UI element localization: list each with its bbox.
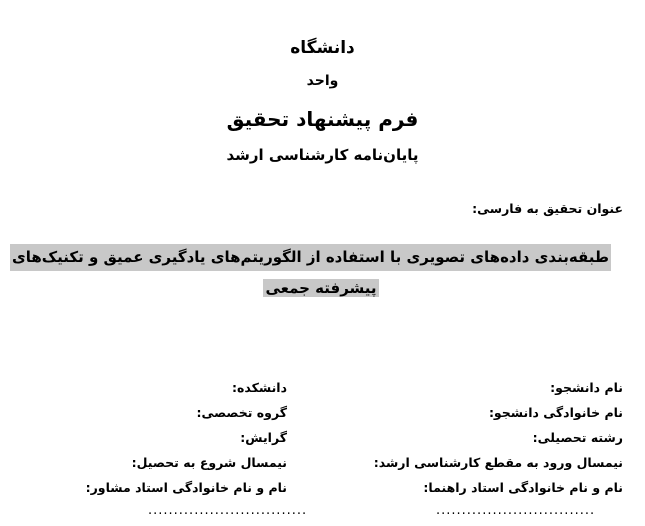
persian-title-line-1: طبقه‌بندی داده‌های تصویری با استفاده از الگوریتم‌های یادگیری عمیق و تکنیک‌های — [10, 244, 611, 271]
field-faculty: دانشکده: — [232, 380, 287, 395]
field-entry-semester: نیمسال ورود به مقطع کارشناسی ارشد: — [373, 455, 623, 470]
student-fields-column — [374, 375, 623, 500]
persian-title-line-2: پیشرفته جمعی — [265, 279, 377, 297]
field-start-semester: نیمسال شروع به تحصیل: — [131, 455, 287, 470]
university-heading: دانشگاه — [290, 38, 355, 58]
advisor-signature-line: ............................... — [148, 503, 308, 518]
field-student-family-name: نام خانوادگی دانشجو: — [488, 405, 623, 420]
persian-title-block — [11, 244, 611, 302]
unit-heading: واحد — [306, 73, 339, 89]
field-major: رشته تحصیلی: — [532, 430, 623, 445]
field-orientation: گرایش: — [240, 430, 287, 445]
field-department: گروه تخصصی: — [196, 405, 287, 420]
supervisor-signature-line: ............................... — [436, 503, 596, 518]
form-title: فرم پیشنهاد تحقیق — [226, 107, 419, 131]
faculty-fields-column — [86, 375, 287, 500]
field-supervisor-name: نام و نام خانوادگی استاد راهنما: — [423, 480, 623, 495]
persian-title-label: عنوان تحقیق به فارسی: — [472, 201, 623, 216]
field-student-name: نام دانشجو: — [550, 380, 623, 395]
field-advisor-name: نام و نام خانوادگی استاد مشاور: — [85, 480, 287, 495]
thesis-type: پایان‌نامه کارشناسی ارشد — [226, 146, 419, 164]
